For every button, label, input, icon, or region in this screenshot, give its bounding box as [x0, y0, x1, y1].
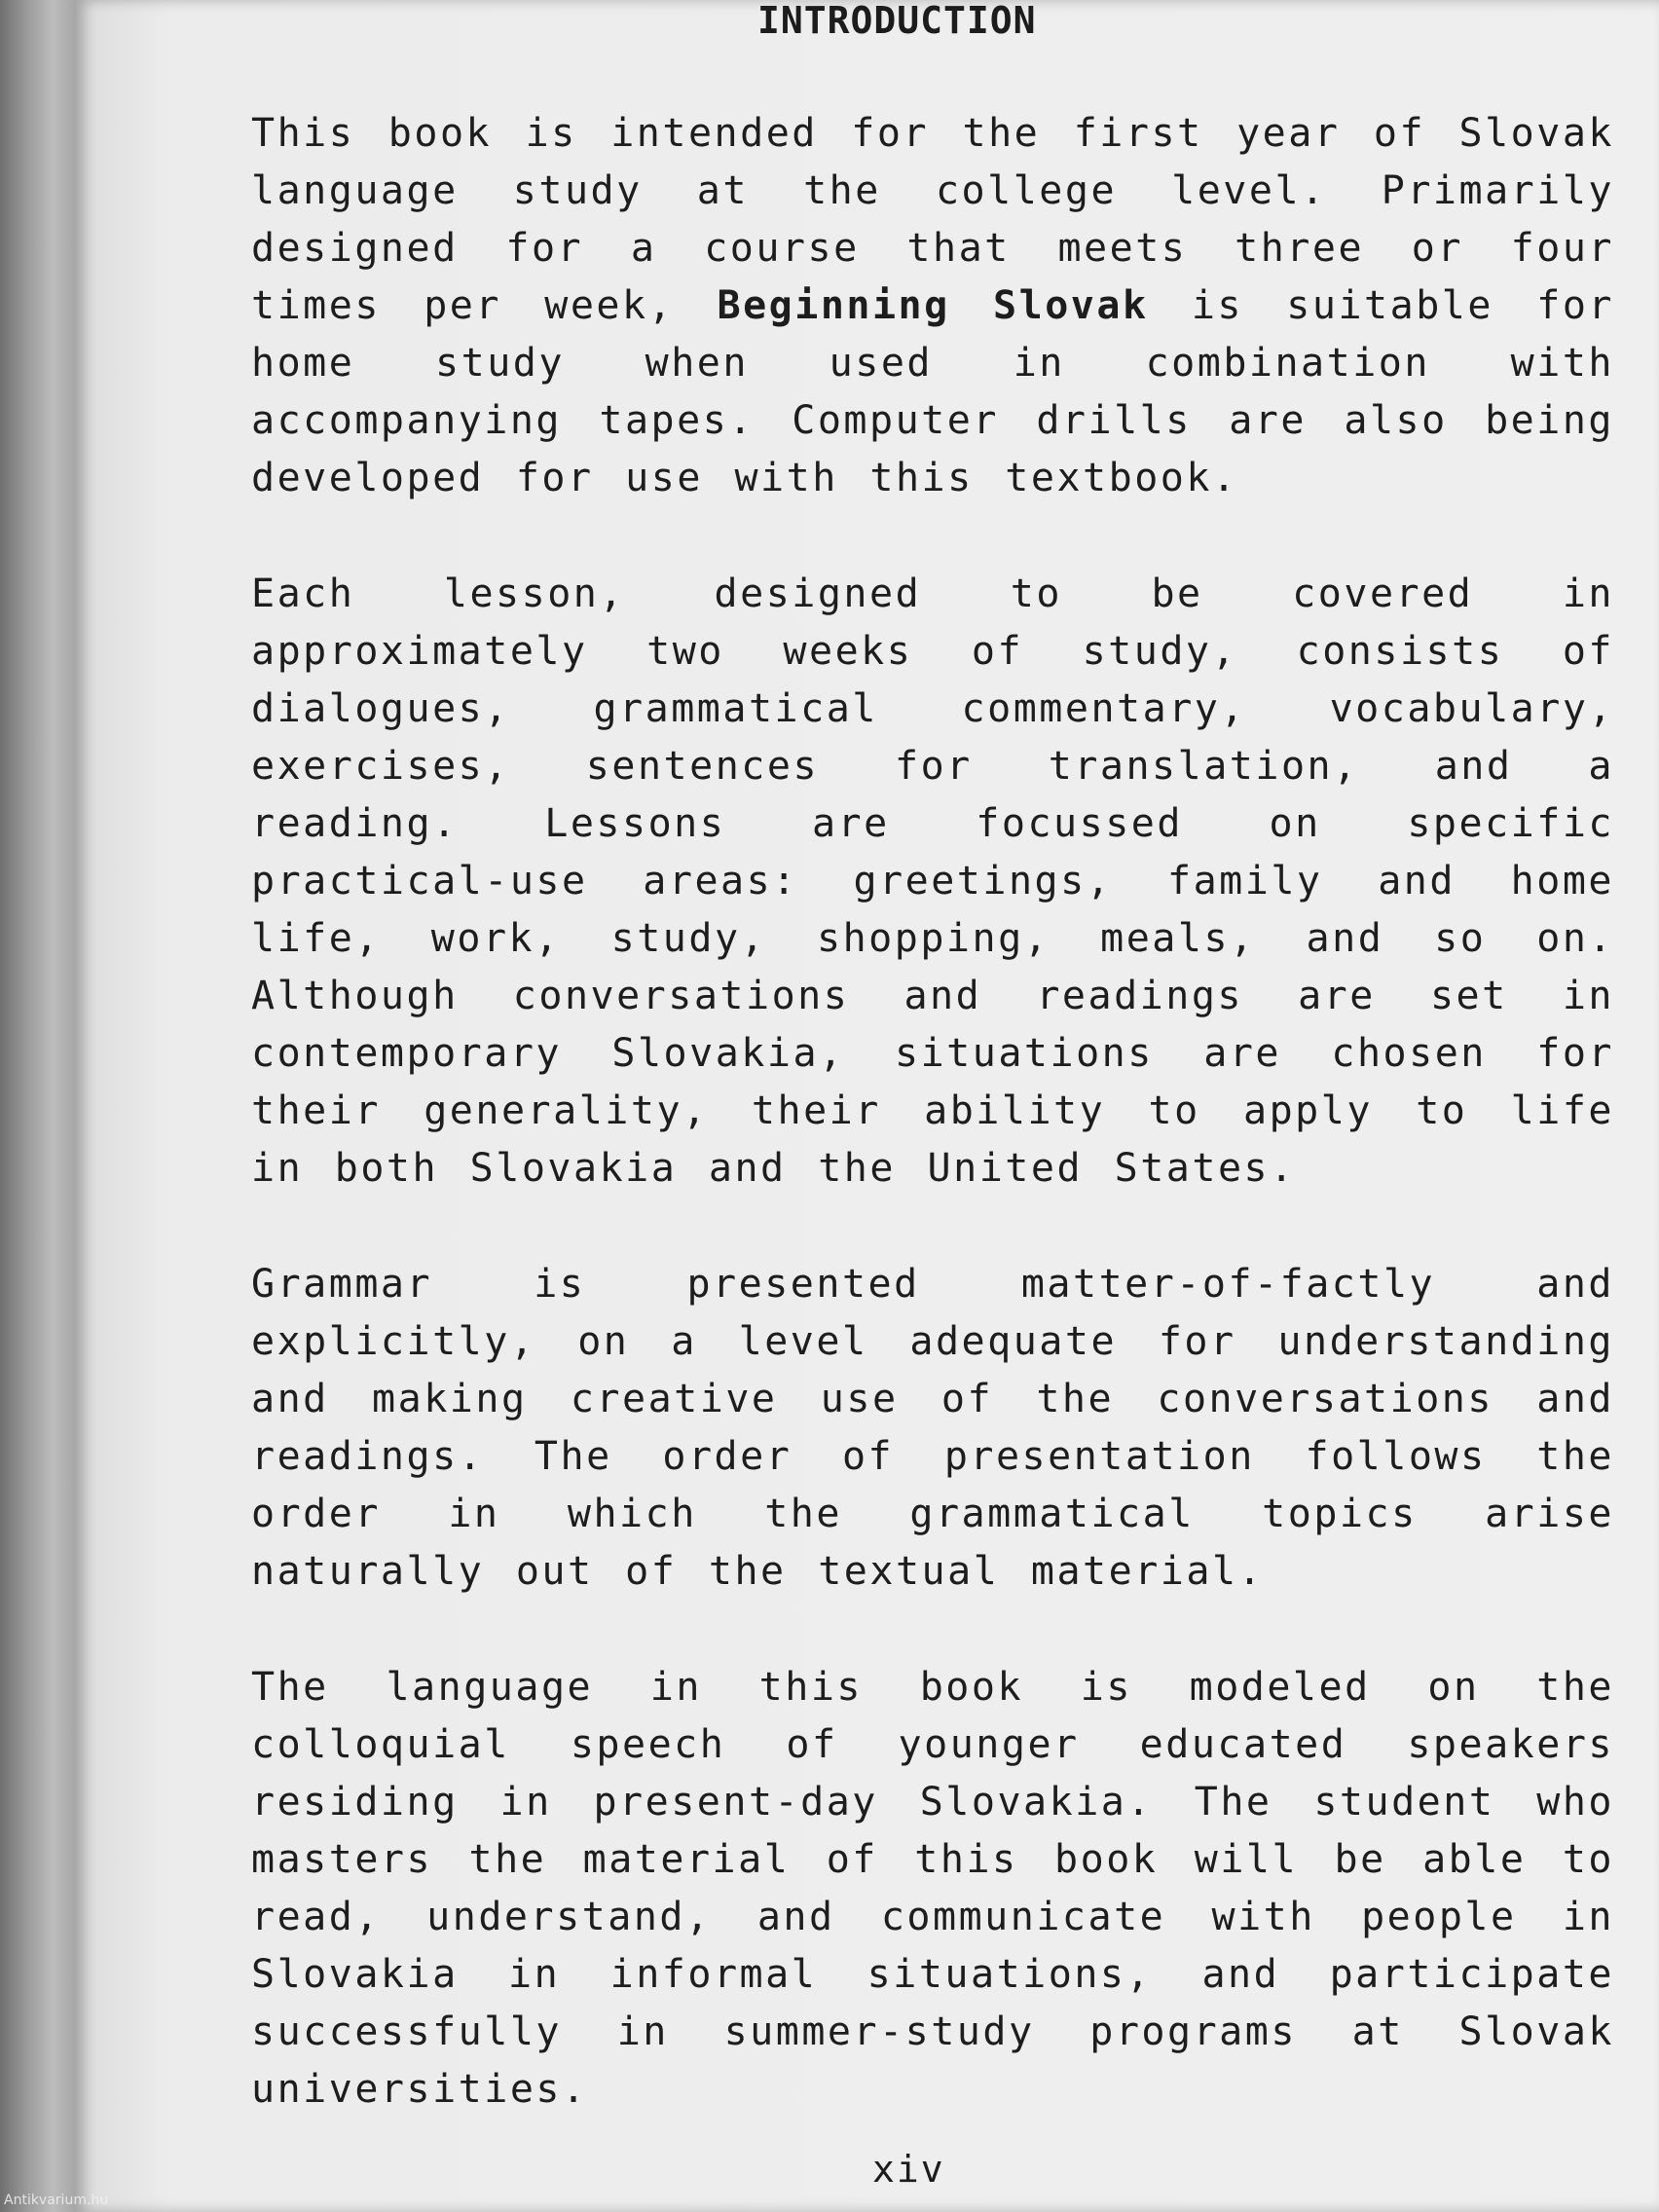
book-page — [76, 0, 1659, 2212]
watermark: Antikvarium.hu — [4, 2193, 109, 2208]
page-number: xiv — [872, 2148, 945, 2191]
paragraph-3: Grammar is presented matter-of-factly and explicitly, on a level adequate for understanding and making creative use of the conversations and readings. The order of presentation follows the order in which the grammatical topics arise naturally out of the textual material. — [251, 1262, 1614, 1594]
paragraph-1-end: is suitable for home study when used in combination with accompanying tapes. Computer drills are also being developed for use with this textbook. — [251, 283, 1615, 500]
page-title: INTRODUCTION — [757, 0, 1037, 42]
body-text — [251, 105, 1614, 2177]
paragraph-1-start: This book is intended for the first year of Slovak language study at the college level. Primarily designed for a course that meets three or four times per week, — [251, 111, 1614, 328]
book-title-bold: Beginning Slovak — [717, 283, 1149, 328]
book-binding-edge — [0, 0, 76, 2212]
paragraph-4: The language in this book is modeled on the colloquial speech of younger educated speakers residing in present-day Slovakia. The student who masters the material of this book will be able to read, understand, and communicate with people in Slovakia in informal situations, and participate successfully in summer-study programs at Slovak universities. — [251, 1665, 1614, 2112]
paragraph-1 — [251, 105, 1614, 507]
paragraph-2: Each lesson, designed to be covered in approximately two weeks of study, consists of dialogues, grammatical commentary, vocabulary, exercises, sentences for translation, and a reading. Lessons are focussed on specific practical-use areas: greetings, family and home life, work, study, shopping, meals, and so on. Although conversations and readings are set in contemporary Slovakia, situations are chosen for their generality, their ability to apply to life in both Slovakia and the United States. — [251, 571, 1614, 1191]
